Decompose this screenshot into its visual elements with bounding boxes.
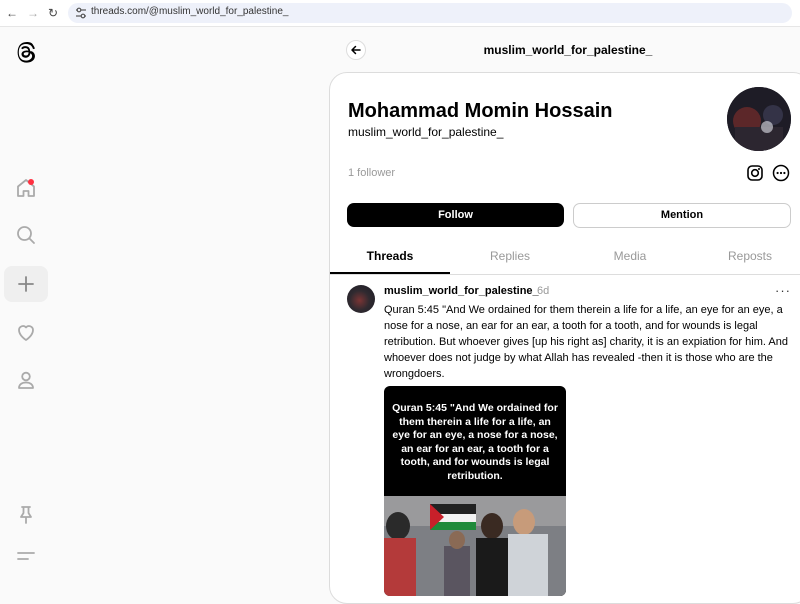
instagram-icon[interactable]: [746, 164, 764, 182]
profile-handle: muslim_world_for_palestine_: [348, 125, 504, 139]
active-tab-indicator: [330, 272, 450, 274]
reload-icon[interactable]: ↻: [47, 6, 59, 20]
home-icon[interactable]: [14, 176, 38, 200]
heart-icon[interactable]: [14, 320, 38, 344]
image-photo: [384, 496, 566, 596]
mention-button[interactable]: Mention: [573, 203, 791, 228]
url-text: threads.com/@muslim_world_for_palestine_: [91, 6, 289, 17]
search-icon[interactable]: [14, 223, 38, 247]
sidebar: [0, 26, 52, 585]
post-username[interactable]: muslim_world_for_palestine_: [384, 285, 539, 297]
create-button[interactable]: [4, 266, 48, 302]
post-timestamp: 6d: [537, 285, 550, 297]
profile-tabs: [330, 240, 800, 275]
post-image[interactable]: [384, 386, 566, 596]
forward-arrow-icon[interactable]: →: [27, 6, 39, 20]
image-caption-text: Quran 5:45 "And We ordained for them therein a life for a life, an eye for an eye, a nose for a nose, an ear for an ear, a tooth for a tooth, and for wounds is legal retribution.: [392, 402, 558, 482]
browser-toolbar: [0, 0, 800, 27]
profile-display-name: Mohammad Momin Hossain: [348, 100, 613, 122]
post-text: Quran 5:45 "And We ordained for them therein a life for a life, an eye for an eye, a nose for a nose, an ear for an ear, a tooth for a tooth, and for wounds is legal retribution. But whoever gives [up his right as] charity, it is an expiation for him. And whoever does not judge by what Allah has revealed -then it is those who are the wrongdoers.: [384, 304, 788, 380]
arrow-left-icon: [350, 44, 362, 56]
back-button[interactable]: [346, 40, 366, 60]
pin-icon[interactable]: [14, 503, 38, 527]
tab-media[interactable]: Media: [613, 249, 647, 263]
more-options-icon[interactable]: [772, 164, 790, 182]
plus-icon: [14, 272, 38, 296]
threads-logo-icon[interactable]: [14, 40, 38, 64]
notification-dot: [28, 179, 34, 185]
tab-threads[interactable]: Threads: [366, 249, 414, 263]
site-info-icon[interactable]: [74, 5, 88, 21]
page-title: muslim_world_for_palestine_: [483, 43, 653, 57]
person-icon[interactable]: [14, 368, 38, 392]
post-more-button[interactable]: ···: [775, 283, 791, 298]
follow-button[interactable]: Follow: [347, 203, 564, 227]
tab-reposts[interactable]: Reposts: [727, 249, 773, 263]
menu-icon[interactable]: [14, 544, 38, 568]
back-arrow-icon[interactable]: ←: [6, 6, 18, 20]
follower-count[interactable]: 1 follower: [348, 167, 396, 179]
address-bar[interactable]: [68, 3, 792, 23]
profile-card: [329, 72, 800, 604]
profile-avatar[interactable]: [727, 87, 791, 151]
tab-replies[interactable]: Replies: [489, 249, 531, 263]
post-avatar[interactable]: [347, 285, 375, 313]
